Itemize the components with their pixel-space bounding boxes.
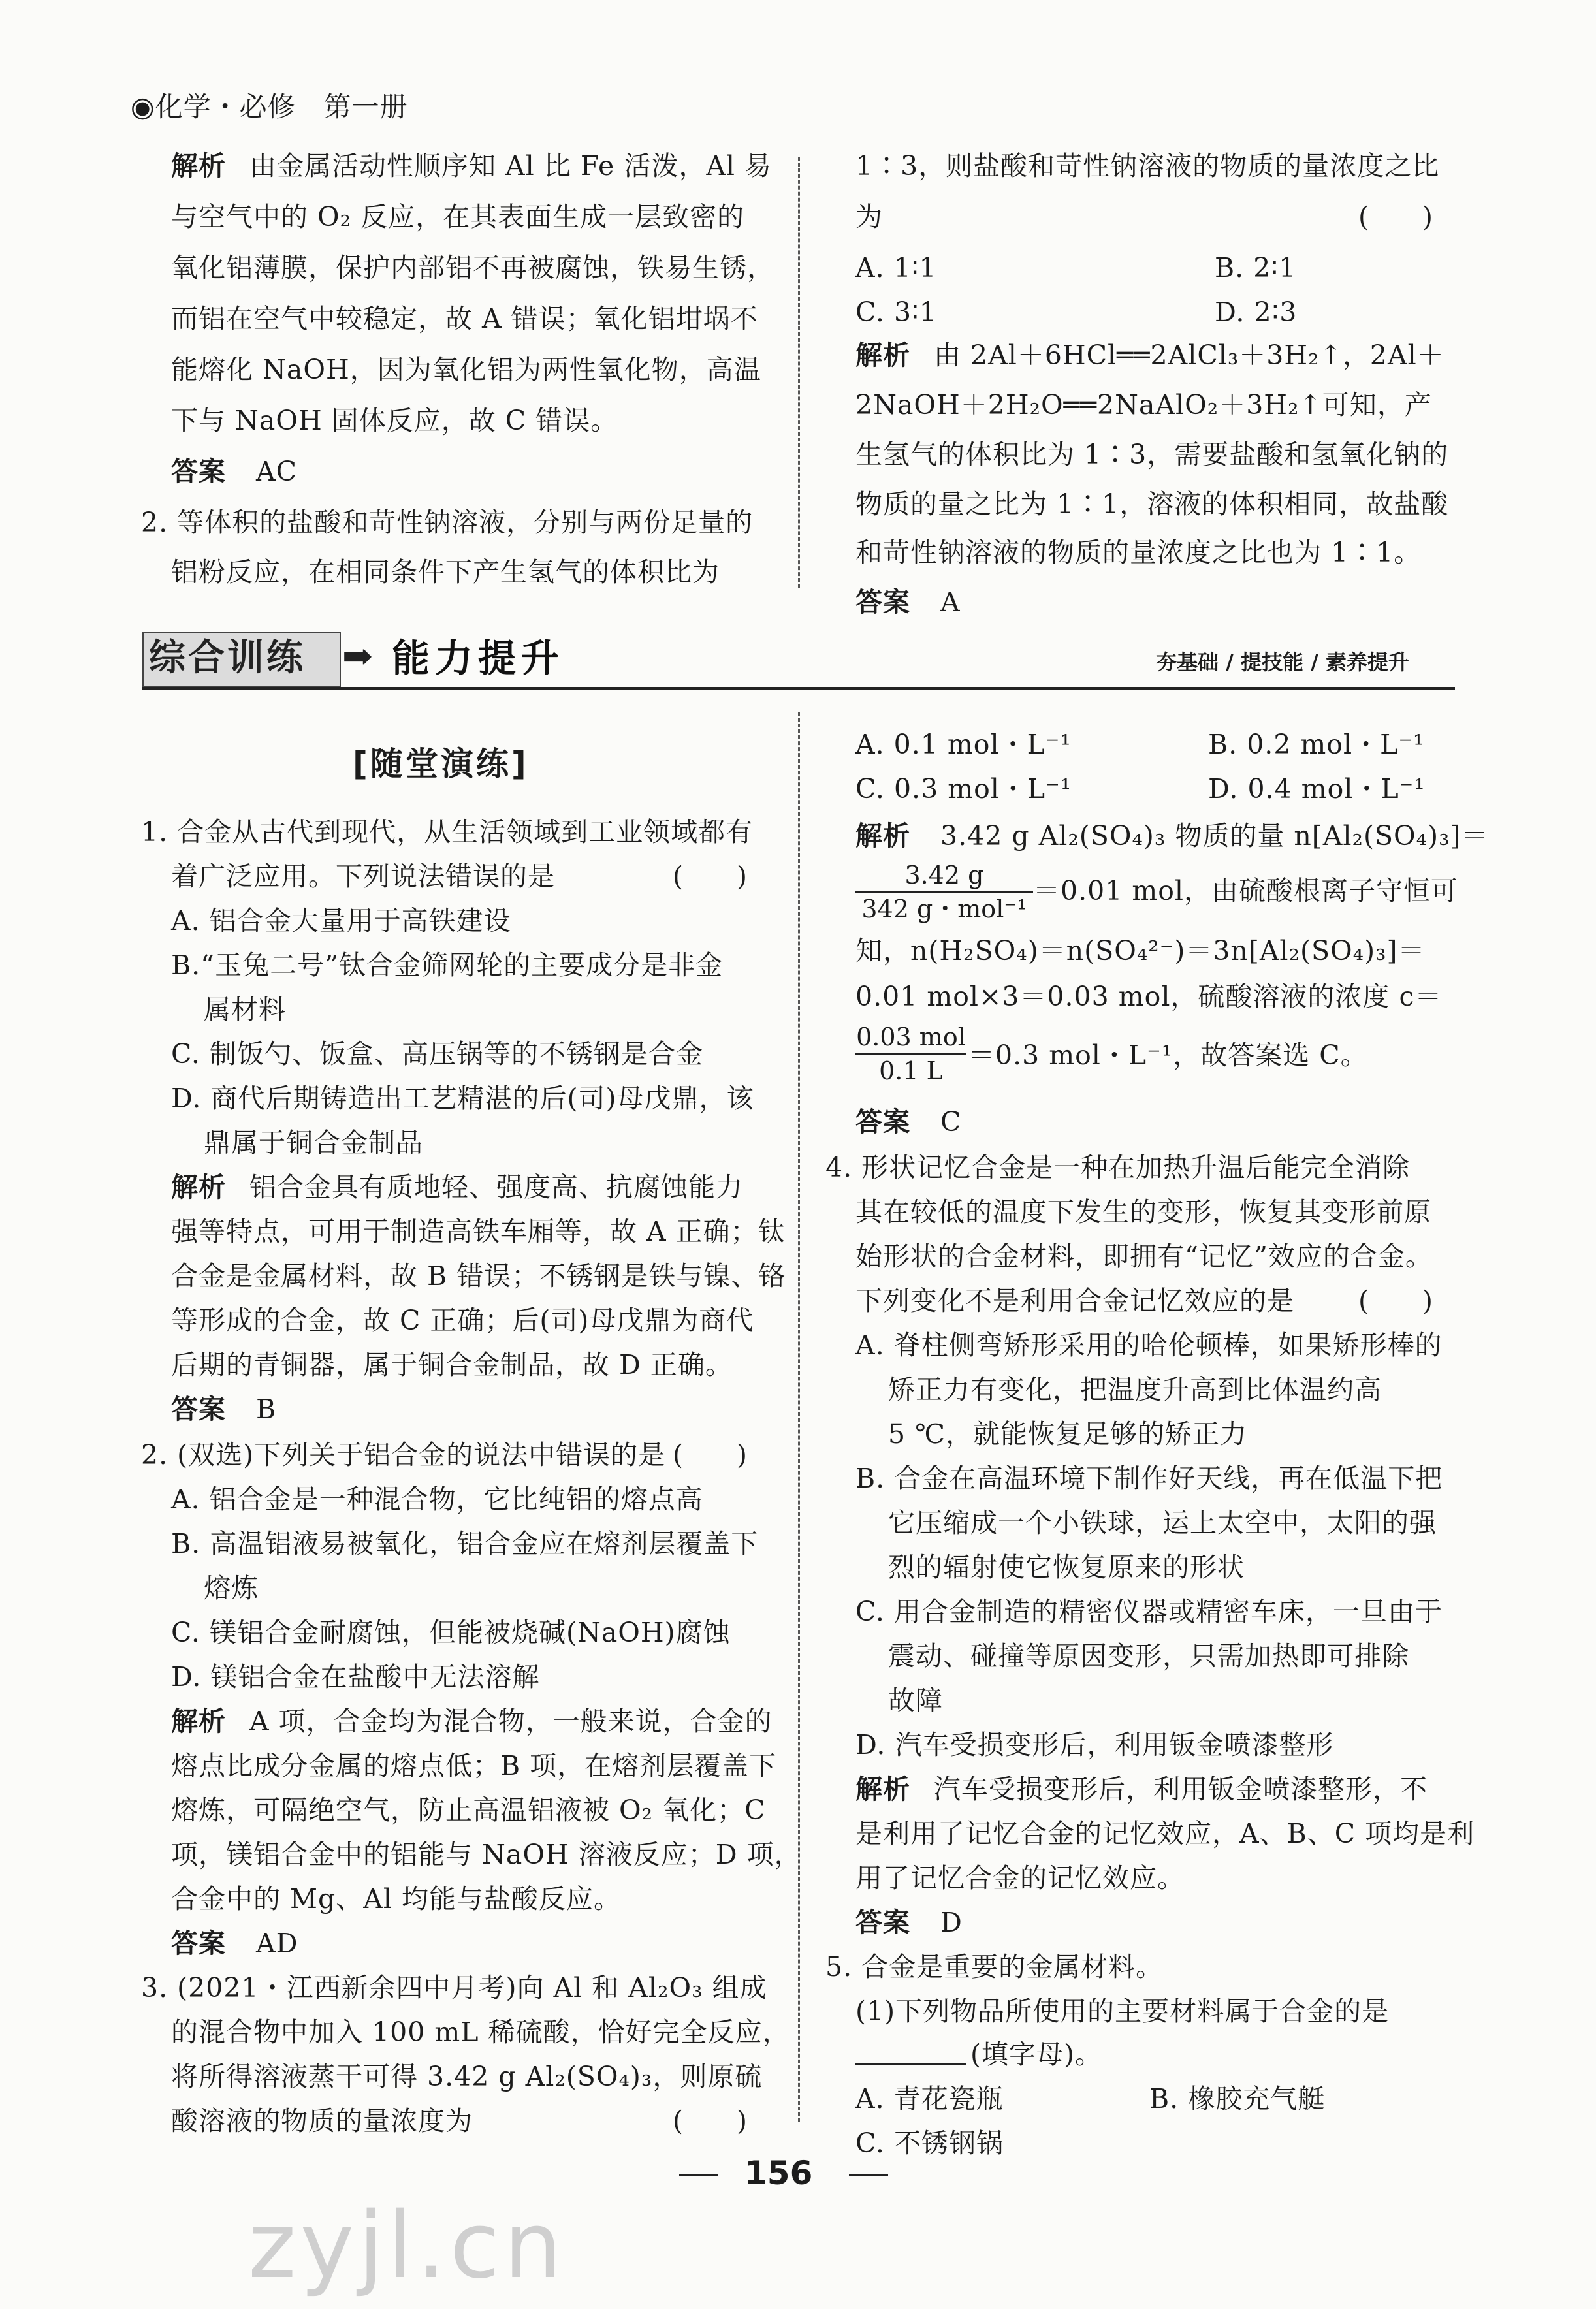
option: B. 2∶1	[1215, 252, 1297, 283]
question-line: 为	[855, 201, 883, 232]
text-line: 熔点比成分金属的熔点低；B 项，在熔剂层覆盖下	[171, 1750, 777, 1781]
question-line: 铝粉反应，在相同条件下产生氢气的体积比为	[171, 556, 720, 588]
question-line: 1∶3，则盐酸和苛性钠溶液的物质的量浓度之比	[855, 150, 1440, 182]
question-line: 下列变化不是利用合金记忆效应的是	[855, 1285, 1294, 1316]
option-cont: 鼎属于铜合金制品	[204, 1127, 423, 1158]
option: B.“玉兔二号”钛合金筛网轮的主要成分是非金	[171, 949, 724, 981]
sub-question: (1)下列物品所使用的主要材料属于合金的是	[855, 1996, 1390, 2027]
answer-value: B	[256, 1393, 277, 1425]
fraction-bar	[855, 1053, 966, 1055]
text-line: 3.42 g Al₂(SO₄)₃ 物质的量 n[Al₂(SO₄)₃]＝	[940, 820, 1489, 852]
option: C. 制饭勺、饭盒、高压锅等的不锈钢是合金	[171, 1038, 703, 1070]
answer-label: 答案	[171, 456, 226, 487]
fill-hint: (填字母)。	[970, 2039, 1102, 2070]
text-line: 用了记忆合金的记忆效应。	[855, 1862, 1185, 1894]
analysis-label: 解析	[855, 820, 910, 852]
analysis-label: 解析	[855, 1774, 910, 1805]
answer-label: 答案	[855, 1907, 910, 1938]
text-line: 合金中的 Mg、Al 均能与盐酸反应。	[171, 1883, 622, 1915]
answer-paren: ( )	[673, 1439, 747, 1471]
question-line: 其在较低的温度下发生的变形，恢复其变形前原	[855, 1196, 1431, 1228]
banner-tagline: 夯基础 / 提技能 / 素养提升	[1156, 650, 1409, 675]
option: C. 镁铝合金耐腐蚀，但能被烧碱(NaOH)腐蚀	[171, 1617, 731, 1648]
column-divider-main	[798, 712, 800, 2122]
answer-value: D	[940, 1907, 963, 1938]
option: B. 合金在高温环境下制作好天线，再在低温下把	[855, 1463, 1443, 1494]
watermark: zyjl.cn	[248, 2193, 566, 2299]
text-line: A 项，合金均为混合物，一般来说，合金的	[249, 1706, 773, 1737]
answer-paren: ( )	[673, 861, 747, 892]
text-line: 与空气中的 O₂ 反应，在其表面生成一层致密的	[171, 201, 745, 232]
text-line: 物质的量之比为 1∶1，溶液的体积相同，故盐酸	[855, 488, 1449, 520]
text-line: 合金是金属材料，故 B 错误；不锈钢是铁与镍、铬	[171, 1260, 786, 1292]
question-line: 1. 合金从古代到现代，从生活领域到工业领域都有	[141, 816, 754, 848]
option-cont: 故障	[888, 1685, 943, 1716]
footer-dash-right	[849, 2174, 888, 2176]
fill-blank	[855, 2063, 966, 2065]
text-line: 氧化铝薄膜，保护内部铝不再被腐蚀，铁易生锈，	[171, 252, 774, 283]
option: D. 2∶3	[1215, 296, 1298, 328]
section-title: [随堂演练]	[353, 745, 529, 783]
fraction-numerator: 0.03 mol	[856, 1023, 966, 1051]
analysis-label: 解析	[171, 150, 226, 182]
answer-label: 答案	[171, 1928, 226, 1959]
page-number: 156	[744, 2154, 813, 2192]
text-line: 2NaOH＋2H₂O══2NaAlO₂＋3H₂↑可知，产	[855, 389, 1432, 421]
answer-label: 答案	[171, 1393, 226, 1425]
option: D. 商代后期铸造出工艺精湛的后(司)母戊鼎，该	[171, 1083, 754, 1114]
footer-dash-left	[679, 2174, 718, 2176]
book-header: ◉化学・必修 第一册	[131, 91, 408, 123]
answer-paren: ( )	[1358, 1285, 1433, 1316]
question-line: 2. 等体积的盐酸和苛性钠溶液，分别与两份足量的	[141, 507, 754, 538]
answer-value: AD	[256, 1928, 298, 1959]
option-cont: 属材料	[204, 994, 286, 1025]
question-line: 4. 形状记忆合金是一种在加热升温后能完全消除	[825, 1152, 1411, 1183]
option: B. 0.2 mol・L⁻¹	[1208, 729, 1425, 760]
option: C. 0.3 mol・L⁻¹	[855, 773, 1072, 804]
analysis-label: 解析	[855, 340, 910, 371]
fraction-bar	[855, 891, 1033, 893]
option: D. 汽车受损变形后，利用钣金喷漆整形	[855, 1729, 1334, 1760]
text-line: 等形成的合金，故 C 正确；后(司)母戊鼎为商代	[171, 1305, 754, 1336]
option: B. 橡胶充气艇	[1149, 2083, 1326, 2114]
option: B. 高温铝液易被氧化，铝合金应在熔剂层覆盖下	[171, 1528, 759, 1559]
answer-value: A	[940, 586, 961, 618]
text-line: 强等特点，可用于制造高铁车厢等，故 A 正确；钛	[171, 1216, 786, 1247]
option-cont: 熔炼	[204, 1572, 259, 1604]
question-line: 将所得溶液蒸干可得 3.42 g Al₂(SO₄)₃，则原硫	[171, 2061, 763, 2092]
option: A. 脊柱侧弯矫形采用的哈伦顿棒，如果矫形棒的	[855, 1330, 1443, 1361]
text-line: 下与 NaOH 固体反应，故 C 错误。	[171, 405, 618, 436]
question-line: 酸溶液的物质的量浓度为	[171, 2105, 473, 2137]
option: A. 铝合金是一种混合物，它比纯铝的熔点高	[171, 1484, 703, 1515]
banner-rule	[142, 687, 1455, 690]
text-line: 和苛性钠溶液的物质的量浓度之比也为 1∶1。	[855, 537, 1422, 568]
text-line: 项，镁铝合金中的铝能与 NaOH 溶液反应；D 项，	[171, 1839, 802, 1870]
option-cont: 震动、碰撞等原因变形，只需加热即可排除	[888, 1640, 1409, 1672]
text-line: ＝0.01 mol，由硫酸根离子守恒可	[1033, 875, 1458, 906]
text-line: ＝0.3 mol・L⁻¹，故答案选 C。	[968, 1040, 1368, 1071]
question-line: 5. 合金是重要的金属材料。	[825, 1951, 1164, 1983]
option: A. 1∶1	[855, 252, 937, 283]
question-line: 的混合物中加入 100 mL 稀硫酸，恰好完全反应，	[171, 2016, 790, 2048]
arrow-icon: ➡	[342, 635, 373, 678]
option-cont: 烈的辐射使它恢复原来的形状	[888, 1552, 1245, 1583]
analysis-label: 解析	[171, 1706, 226, 1737]
option-cont: 它压缩成一个小铁球，运上太空中，太阳的强	[888, 1507, 1437, 1538]
answer-paren: ( )	[673, 2105, 747, 2137]
option: A. 铝合金大量用于高铁建设	[171, 905, 511, 936]
text-line: 生氢气的体积比为 1∶3，需要盐酸和氢氧化钠的	[855, 439, 1449, 470]
option: A. 0.1 mol・L⁻¹	[855, 729, 1072, 760]
option-cont: 5 ℃，就能恢复足够的矫正力	[888, 1418, 1247, 1450]
option: A. 青花瓷瓶	[855, 2083, 1004, 2114]
fraction-numerator: 3.42 g	[904, 861, 984, 889]
fraction-denominator: 0.1 L	[879, 1057, 943, 1085]
option: C. 不锈钢锅	[855, 2127, 1004, 2159]
question-line: 始形状的合金材料，即拥有“记忆”效应的合金。	[855, 1241, 1433, 1272]
answer-label: 答案	[855, 1106, 910, 1138]
column-divider-top	[798, 157, 800, 588]
answer-paren: ( )	[1358, 201, 1433, 232]
analysis-label: 解析	[171, 1171, 226, 1203]
answer-value: AC	[256, 456, 297, 487]
text-line: 由 2Al＋6HCl══2AlCl₃＋3H₂↑，2Al＋	[934, 340, 1444, 371]
text-line: 熔炼，可隔绝空气，防止高温铝液被 O₂ 氧化；C	[171, 1794, 766, 1826]
text-line: 而铝在空气中较稳定，故 A 错误；氧化铝坩埚不	[171, 303, 758, 334]
text-line: 铝合金具有质地轻、强度高、抗腐蚀能力	[249, 1171, 743, 1203]
answer-value: C	[940, 1106, 962, 1138]
answer-label: 答案	[855, 586, 910, 618]
option: D. 0.4 mol・L⁻¹	[1208, 773, 1426, 804]
text-line: 由金属活动性顺序知 Al 比 Fe 活泼，Al 易	[249, 150, 773, 182]
question-line: 3. (2021・江西新余四中月考)向 Al 和 Al₂O₃ 组成	[141, 1972, 767, 2003]
text-line: 知，n(H₂SO₄)＝n(SO₄²⁻)＝3n[Al₂(SO₄)₃]＝	[855, 935, 1426, 966]
text-line: 能熔化 NaOH，因为氧化铝为两性氧化物，高温	[171, 354, 761, 385]
banner-left-text: 综合训练	[149, 637, 306, 679]
question-line: 2. (双选)下列关于铝合金的说法中错误的是	[141, 1439, 666, 1471]
option: C. 3∶1	[855, 296, 937, 328]
option-cont: 矫正力有变化，把温度升高到比体温约高	[888, 1374, 1382, 1405]
text-line: 是利用了记忆合金的记忆效应，A、B、C 项均是利	[855, 1818, 1475, 1849]
question-line: 着广泛应用。下列说法错误的是	[171, 861, 555, 892]
option: C. 用合金制造的精密仪器或精密车床，一旦由于	[855, 1596, 1443, 1627]
text-line: 后期的青铜器，属于铜合金制品，故 D 正确。	[171, 1349, 733, 1380]
banner-right-text: 能力提升	[392, 636, 565, 680]
text-line: 汽车受损变形后，利用钣金喷漆整形，不	[934, 1774, 1428, 1805]
fraction-denominator: 342 g・mol⁻¹	[861, 895, 1027, 923]
option: D. 镁铝合金在盐酸中无法溶解	[171, 1661, 540, 1693]
text-line: 0.01 mol×3＝0.03 mol，硫酸溶液的浓度 c＝	[855, 981, 1443, 1012]
